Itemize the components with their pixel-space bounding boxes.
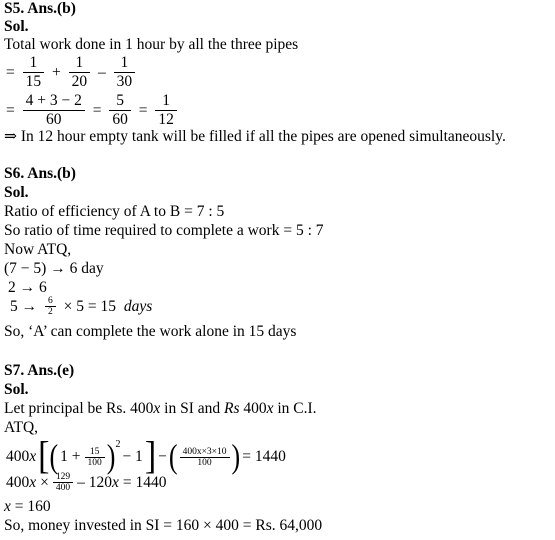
denominator: 100 xyxy=(180,457,230,468)
denominator: 60 xyxy=(23,110,85,129)
s6-sol-label: Sol. xyxy=(4,184,29,201)
equals-sign: = xyxy=(92,101,102,119)
numerator: 400x×3×10 xyxy=(182,446,227,457)
fraction xyxy=(180,447,230,468)
fraction xyxy=(23,92,85,129)
s6-line-3: Now ATQ, xyxy=(4,241,72,258)
denominator: 400 xyxy=(53,482,73,493)
exponent: 2 xyxy=(115,439,121,450)
paren-close: ) xyxy=(106,437,116,476)
fraction xyxy=(69,54,91,91)
denominator: 12 xyxy=(155,110,177,129)
numerator: 1 xyxy=(120,54,129,71)
rs-italic: Rs xyxy=(223,400,240,417)
numerator: 1 xyxy=(29,54,38,71)
one-plus: 1 + xyxy=(60,448,81,466)
s6-line-1: Ratio of efficiency of A to B = 7 : 5 xyxy=(4,203,225,220)
fraction xyxy=(23,54,45,91)
minus-one: − 1 xyxy=(122,448,143,466)
s7-line-1 xyxy=(4,400,317,418)
numerator: 1 xyxy=(75,54,84,71)
coefficient: 400 xyxy=(6,448,30,466)
variable-x: x xyxy=(29,448,37,466)
s7-heading: S7. Ans.(e) xyxy=(4,362,75,379)
s5-conclusion: ⇒ In 12 hour empty tank will be filled if all the pipes are opened simultaneously. xyxy=(4,128,506,145)
result: = 160 xyxy=(14,498,51,515)
text: Let principal be Rs. 400 xyxy=(4,400,154,417)
s6-heading: S6. Ans.(b) xyxy=(4,165,76,182)
paren-open: ( xyxy=(168,437,178,476)
variable-x: x xyxy=(4,498,11,515)
arrow-expression: 5 → xyxy=(10,297,38,315)
denominator: 15 xyxy=(23,72,45,91)
minus-term: – 120 xyxy=(77,473,113,491)
s5-equation-1 xyxy=(4,54,137,91)
denominator: 2 xyxy=(45,306,56,317)
numerator: 15 xyxy=(89,446,100,457)
bracket-open: [ xyxy=(38,435,50,479)
fraction xyxy=(53,472,73,493)
s7-conclusion: So, money invested in SI = 160 × 400 = Rs. 64,000 xyxy=(4,517,323,534)
minus-sign: − xyxy=(158,448,167,466)
equals-sign: = xyxy=(6,63,15,81)
denominator: 60 xyxy=(109,110,131,129)
times-sign: × xyxy=(40,473,49,491)
paren-close: ) xyxy=(231,437,241,476)
denominator: 100 xyxy=(85,457,105,468)
s7-sol-label: Sol. xyxy=(4,381,29,398)
variable-x: x xyxy=(29,473,37,491)
text: 400 xyxy=(239,400,267,417)
s7-line-2: ATQ, xyxy=(4,419,39,436)
bracket-close: ] xyxy=(144,435,157,479)
unit-days: days xyxy=(123,297,153,315)
variable-x: x xyxy=(266,400,274,417)
s5-equation-2 xyxy=(4,92,179,129)
fraction xyxy=(45,296,56,317)
variable-x: x xyxy=(153,400,161,417)
s6-conclusion: So, ‘A’ can complete the work alone in 15 days xyxy=(4,323,297,340)
s7-equation-2 xyxy=(4,472,169,493)
numerator: 4 + 3 − 2 xyxy=(25,92,82,109)
fraction xyxy=(114,54,136,91)
numerator: 5 xyxy=(116,92,124,109)
numerator: 129 xyxy=(55,472,71,482)
s7-equation-3 xyxy=(4,498,51,516)
paren-open: ( xyxy=(49,437,59,476)
s6-line-6 xyxy=(8,296,154,317)
numerator: 1 xyxy=(162,92,170,109)
s6-line-4: (7 − 5) → 6 day xyxy=(4,260,104,277)
fraction xyxy=(109,92,131,129)
fraction xyxy=(85,447,105,468)
result: = 1440 xyxy=(242,448,286,466)
s5-sol-label: Sol. xyxy=(4,18,29,35)
denominator: 20 xyxy=(69,72,91,91)
text: in C.I. xyxy=(273,400,317,417)
s5-heading: S5. Ans.(b) xyxy=(4,0,76,17)
s6-line-5: 2 → 6 xyxy=(8,279,47,296)
text: in SI and xyxy=(160,400,224,417)
minus-sign: – xyxy=(98,63,106,81)
fraction xyxy=(155,92,177,129)
equals-sign: = xyxy=(138,101,148,119)
product-expression: × 5 = 15 xyxy=(63,297,116,315)
denominator: 30 xyxy=(114,72,136,91)
variable-x: x xyxy=(112,473,119,491)
equals-sign: = xyxy=(6,101,15,119)
s6-line-2: So ratio of time required to complete a work = 5 : 7 xyxy=(4,222,324,239)
result: = 1440 xyxy=(122,473,167,491)
plus-sign: + xyxy=(52,63,61,81)
numerator: 6 xyxy=(48,296,53,306)
coefficient: 400 xyxy=(6,473,30,491)
s5-line-1: Total work done in 1 hour by all the three pipes xyxy=(4,36,299,53)
